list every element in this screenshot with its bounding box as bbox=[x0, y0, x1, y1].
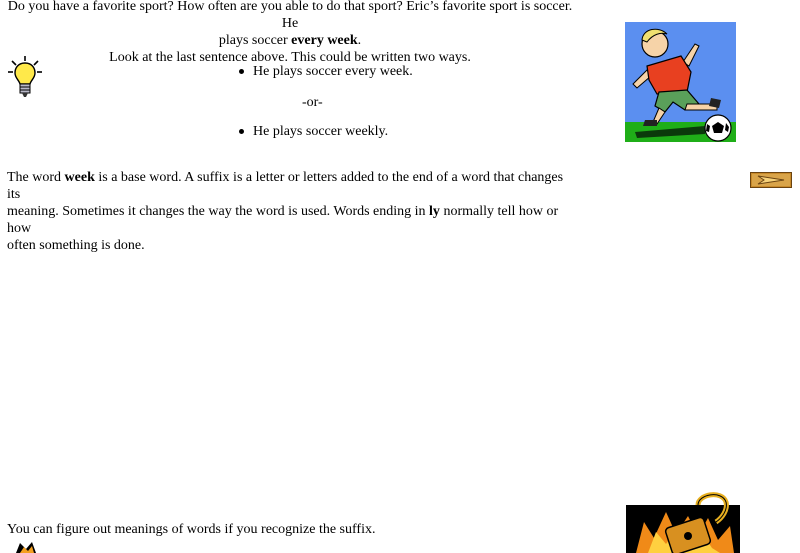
explanation-line-3: often something is done. bbox=[7, 238, 145, 253]
soccer-player-image bbox=[625, 22, 736, 142]
every-week-bold: every week bbox=[291, 33, 358, 48]
ly-bold: ly bbox=[429, 204, 440, 219]
bullet-icon bbox=[239, 69, 244, 74]
footer-text: You can figure out meanings of words if you recognize the suffix. bbox=[7, 522, 376, 537]
lightbulb-icon bbox=[7, 55, 43, 99]
explanation-line-1: The word week is a base word. A suffix is a letter or letters added to the end of a word that changes its bbox=[7, 170, 564, 202]
or-separator: -or- bbox=[302, 95, 323, 110]
example-sentence-1: He plays soccer every week. bbox=[253, 64, 413, 79]
lightbulb-icon bbox=[8, 541, 42, 553]
bullet-icon bbox=[239, 129, 244, 134]
week-bold: week bbox=[64, 170, 95, 185]
intro-line-2: plays soccer every week. bbox=[218, 33, 362, 48]
intro-paragraph bbox=[0, 0, 580, 66]
example-sentence-2: He plays soccer weekly. bbox=[253, 124, 389, 139]
next-arrow-icon[interactable] bbox=[750, 172, 792, 188]
explanation-line-2: meaning. Sometimes it changes the way the word is used. Words ending in ly normally tell how or how bbox=[7, 204, 559, 236]
intro-line-3: Look at the last sentence above. This could be written two ways. bbox=[109, 50, 471, 65]
lock-image bbox=[626, 492, 740, 553]
intro-line-1: Do you have a favorite sport? How often are you able to do that sport? Eric’s favorite sport is soccer. He bbox=[7, 0, 573, 31]
explanation-paragraph bbox=[7, 169, 577, 254]
